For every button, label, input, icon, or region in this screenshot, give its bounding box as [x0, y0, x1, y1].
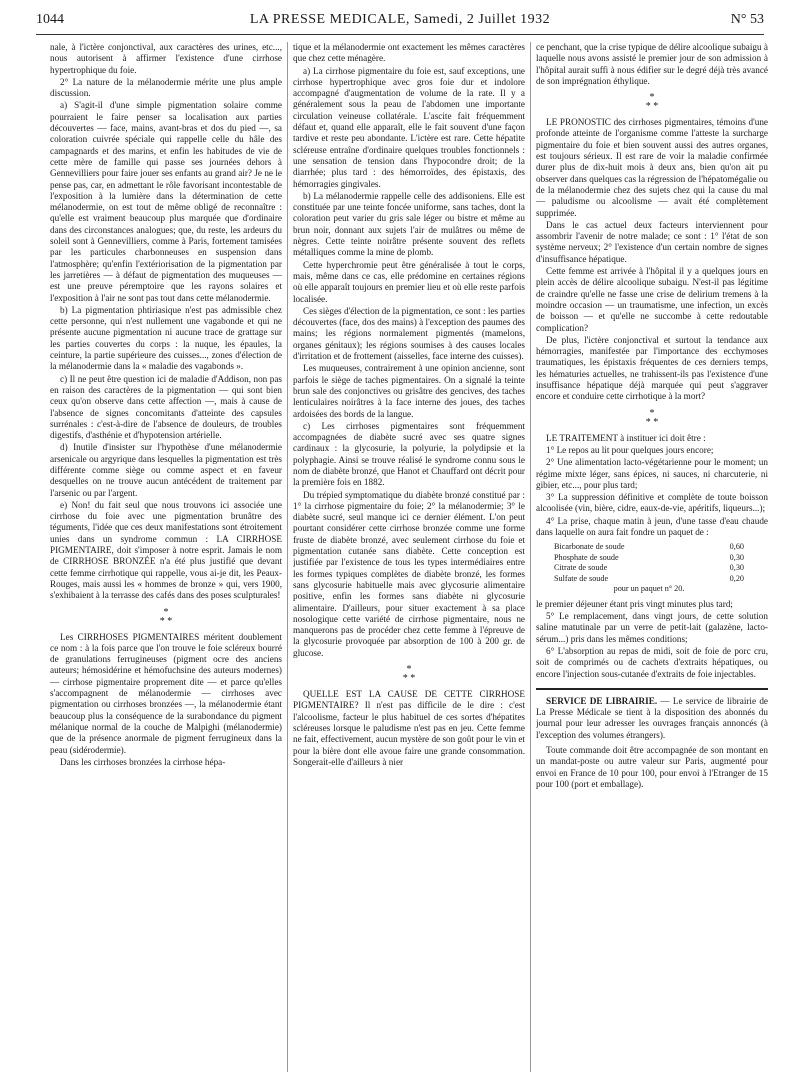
paragraph: c) Les cirrhoses pigmentaires sont fréquemment accompagnées de diabète sucré avec ses quatre signes cardinaux : la glycosurie, la polyurie, la polydipsie et la polyphagie. Ainsi se trouve réalisé le syndrome connu sous le nom de diabète bronzé, que Hanot et Chauffard ont décrit pour la première fois en 1882. [293, 420, 525, 488]
notice-title: SERVICE DE LIBRAIRIE. [546, 695, 658, 706]
paragraph: le premier déjeuner étant pris vingt minutes plus tard; [536, 598, 733, 609]
paragraph: 1° Le repos au lit pour quelques jours encore; [546, 444, 714, 455]
section-stars: * * * [645, 407, 659, 428]
notice-text-2: Toute commande doit être accompagnée de son montant en un mandat-poste ou autre valeur sur Paris, augmenté pour envoi en France de 10 pour 100, pour envoi à l'Etranger de 15 pour 100 (port et emballage). [536, 745, 768, 789]
column-3 [536, 42, 768, 1072]
paragraph: 6° L'absorption au repas de midi, soit de foie de porc cru, soit de comprimés ou de cachets d'extraits hépatiques, ou encore l'injection sous-cutanée d'extraits de foie injectables. [536, 645, 768, 679]
prescription-total: pour un paquet n° 20. [613, 584, 685, 594]
paragraph: Cette femme est arrivée à l'hôpital il y a quelques jours en plein accès de délire alcoolique subaigu. N'est-il pas légitime de craindre qu'elle ne fasse une crise de delirium tremens à la moindre occasion — un traumatisme, une infection, un excès de boisson — et qu'elle ne succombe à cette redoutable complication? [536, 266, 768, 333]
paragraph: nale, à l'ictère conjonctival, aux caractères des urines, etc..., nous autorisent à affirmer l'existence d'une cirrhose hypertrophique du foie. [50, 42, 282, 75]
paragraph: a) La cirrhose pigmentaire du foie est, sauf exceptions, une cirrhose hypertrophique avec gros foie dur et indolore accompagné d'augmentation de volume de la rate. Il y a généralement sous la peau de l'abdomen une importante circulation veineuse collatérale. L'ascite fait fréquemment défaut et, quand elle apparaît, elle le fait souvent d'une façon tardive et reste peu abondante. L'ictère est rare. Cette hépatite scléreuse entraîne d'ordinaire quelques troubles fonctionnels : une sensation de tension dans l'hypocondre droit; de la diarrhée; plus tard : des hémorroïdes, des épistaxis, des hémorragies gingivales. [293, 65, 525, 189]
paragraph: Dans le cas actuel deux facteurs interviennent pour assombrir l'avenir de notre malade; ce sont : 1° l'état de son système nerveux; 2° l'existence d'un certain nombre de signes d'insuffisance hépatique. [536, 219, 768, 264]
paragraph: e) Non! du fait seul que nous trouvons ici associée une cirrhose du foie avec une pigmentation brunâtre des téguments, l'idée que ces deux manifestations sont étroitement unies dans un syndrome commun : LA CIRRHOSE PIGMENTAIRE, doit s'imposer à notre esprit. Jamais le nom de CIRRHOSE BRONZÉE n'a été plus justifié que devant cette femme cirrhotique qui rappelle, vous ai-je dit, les Peaux-Rouges, mais aussi les « hommes de bronze » qui, vers 1900, s'exhibaient à la terrasse des cafés dans des poses sculpturales! [50, 499, 282, 601]
column-divider [530, 42, 531, 1072]
paragraph: Cette hyperchromie peut être généralisée à tout le corps, mais, même dans ce cas, elle prédomine en certaines régions où elle apparaît toujours en premier lieu et où elle reste parfois localisée. [293, 259, 525, 304]
journal-title: LA PRESSE MEDICALE, Samedi, 2 Juillet 1932 [249, 12, 551, 27]
prescription-row: Phosphate de soude 0,30 [554, 552, 744, 562]
paragraph: Dans les cirrhoses bronzées la cirrhose hépa- [60, 756, 226, 767]
header-rule [36, 34, 764, 35]
paragraph: ce penchant, que la crise typique de délire alcoolique subaigu à laquelle nous avons assisté le premier jour de son admission à l'hôpital aurait suffi à nous édifier sur le degré déjà très avancé de son imprégnation éthylique. [536, 42, 768, 86]
paragraph: 2° Une alimentation lacto-végétarienne pour le moment; un régime mixte léger, sans épices, ni sauces, ni charcuterie, ni gibier, etc..., pour plus tard; [536, 457, 768, 490]
paragraph: Les muqueuses, contrairement à une opinion ancienne, sont parfois le siège de taches pigmentaires. On a signalé la teinte brun sale des conjonctives ou grisâtre des gencives, des taches lenticulaires noirâtres à la face interne des joues, des taches ardoisées des bords de la langue. [293, 363, 525, 419]
paragraph: b) La mélanodermie rappelle celle des addisoniens. Elle est constituée par une teinte foncée uniforme, sans taches, dont la coloration peut varier du gris sale léger ou bistre et même au brun noir, donnant aux sujets l'air de mulâtres ou même de nègres. Cette teinte noirâtre présente souvent des reflets métalliques comme la mine de plomb. [293, 190, 525, 258]
paragraph: b) La pigmentation phtiriasique n'est pas admissible chez cette personne, qui n'est nullement une vagabonde et qui ne présente aucune pigmentation ni aucune trace de grattage sur les parties couvertes du corps : la nuque, les épaules, la ceinture, la partie supérieure des cuisses..., zones d'élection de la mélanodermie dans la « maladie des vagabonds ». [50, 304, 282, 372]
paragraph: 5° Le remplacement, dans vingt jours, de cette solution saline matutinale par un verre de petit-lait (galazène, lacto-sérum...) pris dans les mêmes conditions; [536, 611, 768, 644]
paragraph: tique et la mélanodermie ont exactement les mêmes caractères que chez cette ménagère. [293, 42, 525, 64]
paragraph: Du trépied symptomatique du diabète bronzé constitué par : 1° la cirrhose pigmentaire du foie; 2° la mélanodermie; 3° le diabète sucré, seul manque ici ce dernier élément. L'on peut pourtant considérer cette cirrhose bronzée comme une forme fruste de diabète bronzé, avec seulement cirrhose du foie et pigmentation cutanée sans diabète. Cette conception est justifiée par l'existence de tous les types intermédiaires entre les formes typiques complètes de diabète bronzé, les formes sans glycosurie habituelle mais avec glycosurie alimentaire positive, enfin les formes sans diabète ni glycosurie alimentaire. D'ailleurs, pour situer exactement à sa place nosologique cette variété de cirrhose pigmentaire, nous ne manquerons pas de procéder chez cette femme à l'épreuve de la glycosurie provoquée par absorption de 100 à 200 gr. de glucose. [293, 489, 525, 658]
column-2 [293, 42, 525, 1072]
column-divider [287, 42, 288, 1072]
paragraph: a) S'agit-il d'une simple pigmentation solaire comme pourraient le faire penser sa localisation aux parties découvertes — face, mains, avant-bras et dos du pied —, sa coloration cuivrée spéciale qui rappelle celle du hâle des campagnards et des marins, et enfin les habitudes de vie de cette mère de famille qui passe ses journées dehors à Gennevilliers pour faire jouer ses enfants au grand air? Je ne le pense pas, car, en admettant le rôle favorisant incontestable de l'exposition à la lumière dans la détermination de cette mélanodermie, on est tout de même obligé de reconnaître : qu'elle est vraiment beaucoup plus marquée que d'ordinaire dans des circonstances analogues; que, du reste, les ardeurs du soleil sont à Gennevilliers, comme à Paris, fortement tamisées par les particules charbonneuses en suspension dans l'atmosphère; qu'enfin l'extériorisation de la pigmentation par les jarretières — à défaut de pigmentation des muqueuses — est une preuve péremptoire que les rayons solaires et l'exposition à l'air ne sont pas tout dans cette mélanodermie. [50, 100, 282, 303]
library-service-notice [536, 688, 768, 790]
column-1 [50, 42, 282, 1072]
article-columns [50, 42, 768, 1072]
paragraph: 2° La nature de la mélanodermie mérite une plus ample discussion. [50, 76, 282, 99]
prescription-row: Bicarbonate de soude 0,60 [554, 542, 744, 552]
prescription-table [554, 542, 768, 595]
notice-text: — Le service de librairie de La Presse Médicale se tient à la disposition des abonnés du journal pour leur adresser les ouvrages français annoncés (à l'exception des volumes étrangers). [536, 695, 768, 740]
section-stars: * * * [645, 92, 659, 113]
section-stars: * * * [159, 606, 173, 627]
paragraph: Les CIRRHOSES PIGMENTAIRES méritent doublement ce nom : à la fois parce que l'on trouve le foie scléreux bourré de granulations ferrugineuses (pigment ocre des anciens auteurs; hémosidérine et hémofuchsine des auteurs modernes) — cirrhose pigmentaire proprement dite — et parce qu'elles s'accompagnent de mélanodermie — cirrhoses avec pigmentation ou cirrhoses bronzées —, la mélanodermie étant beaucoup plus la conséquence de la surabondance du pigment mélanique normal de la couche de Malpighi (mélanodermie) que de la présence anormale de pigment ferrugineux dans la peau (sidérodermie). [50, 631, 282, 755]
paragraph: LE PRONOSTIC des cirrhoses pigmentaires, témoins d'une profonde atteinte de l'organisme comme l'atteste la surcharge pigmentaire du foie et bien souvent aussi des autres organes, est toujours sérieux. Il est rare de voir la maladie confirmée durer plus de dix-huit mois à deux ans, bien qu'on ait pu observer dans quelques cas la régression de l'hépatomégalie ou de la mélanodermie chez des sujets chez qui la cause du mal — paludisme ou alcoolisme — avait été complètement supprimée. [536, 117, 768, 218]
paragraph: De plus, l'ictère conjonctival et surtout la tendance aux hémorragies, manifestée par l'importance des ecchymoses traumatiques, les épistaxis fréquentes de ces derniers temps, les hématuries actuelles, ne trahissent-ils pas l'existence d'une insuffisance hépatique déjà marquée qui peut s'aggraver encore et conduire cette cirrhotique à la mort? [536, 334, 768, 402]
issue-number: N° 53 [730, 12, 764, 27]
paragraph: d) Inutile d'insister sur l'hypothèse d'une mélanodermie arsenicale ou argyrique dans lesquelles la pigmentation est très différente comme siège ou comme aspect et en faveur desquelles on ne trouve aucun antécédent de traitement par l'arsenic ou par l'argent. [50, 442, 282, 498]
page-number: 1044 [36, 12, 64, 27]
paragraph: Ces sièges d'élection de la pigmentation, ce sont : les parties découvertes (face, dos des mains) à l'exception des paumes des mains; les régions normalement pigmentés (mamelons, organes génitaux); les régions soumises à des causes locales d'irritation et de frottement (aisselles, face interne des cuisses). [293, 305, 525, 362]
section-stars: * * * [402, 664, 416, 685]
prescription-row: Sulfate de soude 0,20 [554, 573, 744, 583]
paragraph: c) Il ne peut être question ici de maladie d'Addison, non pas en raison des caractères de la pigmentation — qui sont bien ceux qu'on observe dans cette affection —, mais à cause de l'absence de signes concomitants d'atteinte des capsules surrénales : c'est-à-dire de l'absence de douleurs, de troubles digestifs, d'asthénie et d'hypotension artérielle. [50, 373, 282, 441]
paragraph: 4° La prise, chaque matin à jeun, d'une tasse d'eau chaude dans laquelle on aura fait fondre un paquet de : [536, 515, 768, 537]
paragraph: LE TRAITEMENT à instituer ici doit être : [546, 432, 706, 443]
page-header [36, 12, 764, 34]
paragraph: 3° La suppression définitive et complète de toute boisson alcoolisée (vin, bière, cidre, eaux-de-vie, apéritifs, liqueurs...); [536, 492, 768, 514]
paragraph: QUELLE EST LA CAUSE DE CETTE CIRRHOSE PIGMENTAIRE? Il n'est pas difficile de le dire : c'est l'alcoolisme, facteur le plus habituel de ces sortes d'hépatites scléreuses lorsque le paludisme n'est pas en jeu. Cette femme ne fait, effectivement, aucun mystère de son goût pour le vin et pour la bière dont elle avoue faire une grande consommation. Songerait-elle d'ailleurs à nier [293, 689, 525, 767]
prescription-row: Citrate de soude 0,30 [554, 563, 744, 573]
